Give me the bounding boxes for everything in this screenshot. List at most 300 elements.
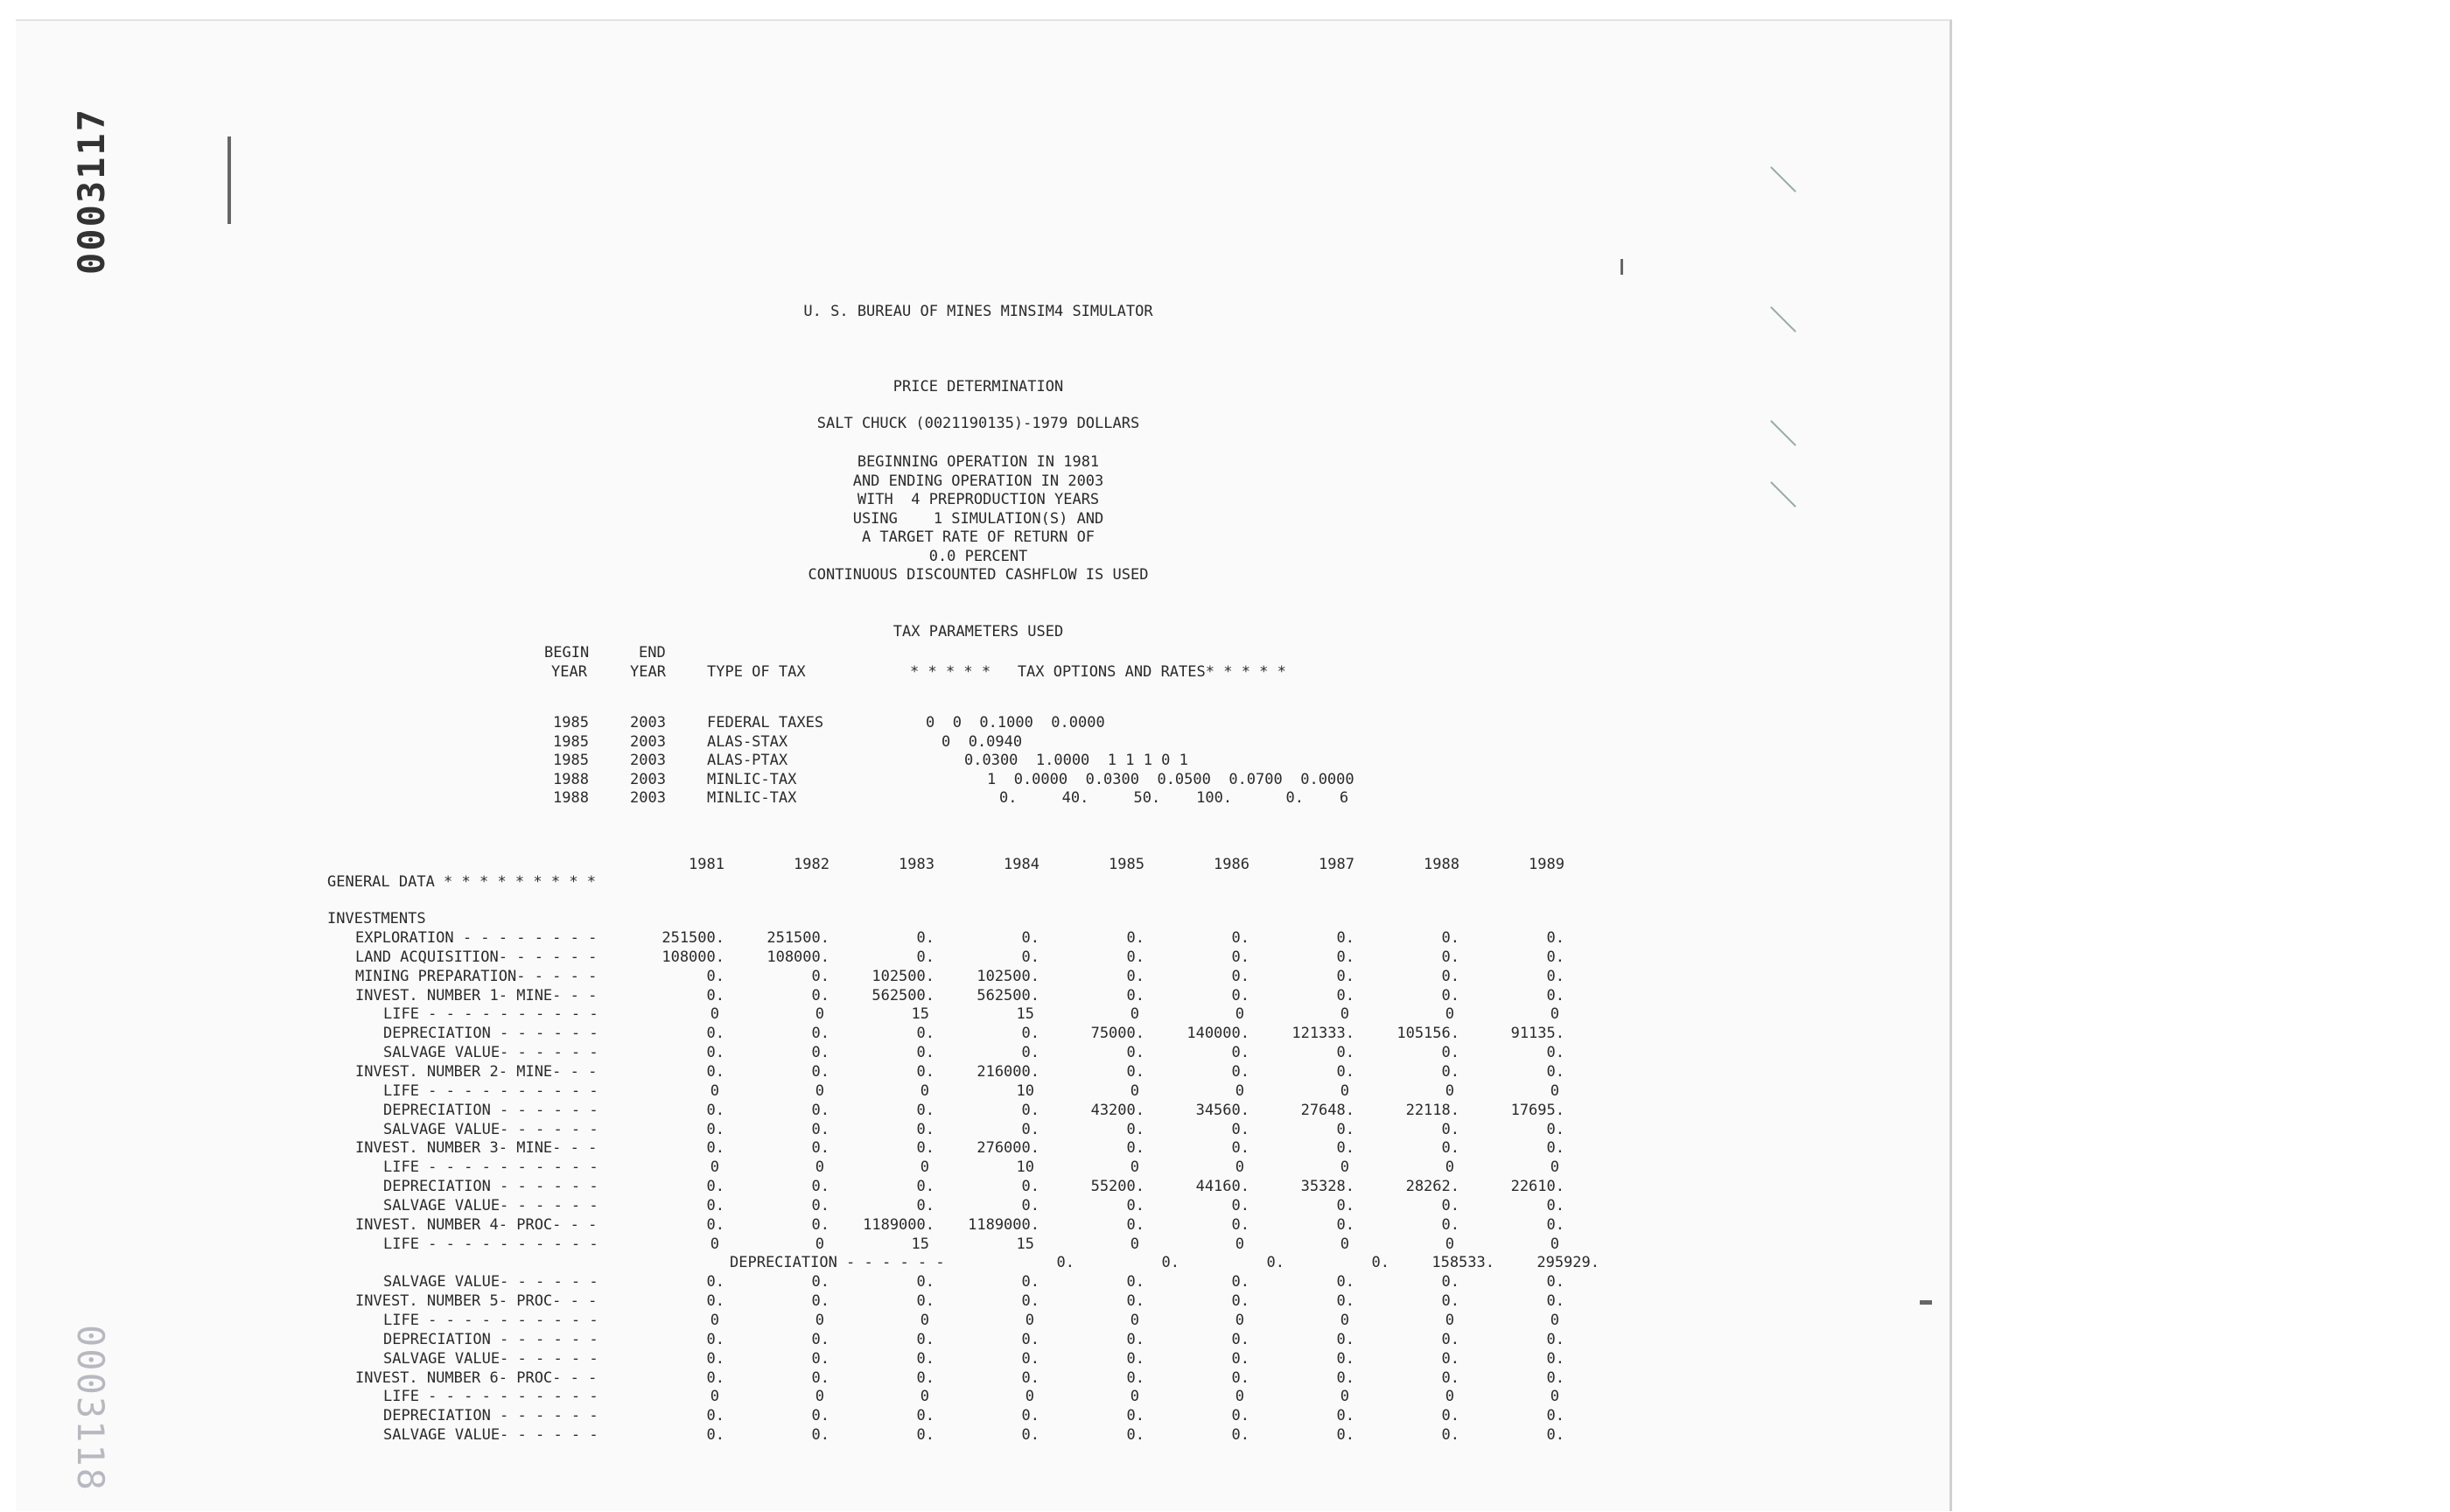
cell: 0: [1340, 1388, 1349, 1406]
tax-begin: 1985: [553, 714, 589, 732]
cell: 0: [1235, 1158, 1244, 1177]
cell: 562500.: [976, 986, 1040, 1004]
col-end-2: YEAR: [630, 663, 666, 681]
cell: 0: [1235, 1312, 1244, 1329]
row-label: SALVAGE VALUE- - - - - -: [383, 1273, 598, 1292]
cell: 0.: [1441, 1120, 1460, 1138]
cell: 0.: [1441, 1062, 1460, 1081]
scan-mark: [1770, 481, 1796, 508]
cell: 0.: [1546, 1407, 1564, 1425]
tax-options: 0.0300 1.0000 1 1 1 0 1: [964, 752, 1188, 769]
cell: 0.: [1546, 1292, 1564, 1311]
cell: 0.: [1126, 1120, 1144, 1138]
cell: 0.: [1126, 1407, 1144, 1425]
cell: 0.: [1231, 1426, 1250, 1445]
cell: 0.: [1336, 1062, 1354, 1081]
cell: 0.: [1021, 1368, 1040, 1387]
cell: 251500.: [766, 929, 830, 947]
cell: 0: [1550, 1158, 1559, 1177]
param-line: CONTINUOUS DISCOUNTED CASHFLOW IS USED: [808, 566, 1149, 584]
cell: 0.: [1441, 1196, 1460, 1214]
cell: 0: [1445, 1388, 1454, 1406]
tax-type: MINLIC-TAX: [707, 770, 797, 788]
row-label: SALVAGE VALUE- - - - - -: [383, 1349, 598, 1368]
general-data-label: GENERAL DATA * * * * * * * * *: [327, 873, 597, 891]
cell: 0: [815, 1082, 824, 1100]
cell: 0.: [1546, 1196, 1564, 1214]
cell: 22610.: [1510, 1178, 1564, 1196]
tax-heading: TAX PARAMETERS USED: [892, 623, 1064, 640]
cell: 0.: [1336, 1330, 1354, 1348]
row-label: DEPRECIATION - - - - - -: [730, 1254, 945, 1272]
cell: 0.: [1021, 1273, 1040, 1292]
tax-options: 1 0.0000 0.0300 0.0500 0.0700 0.0000: [987, 770, 1354, 788]
cell: 0.: [1336, 1215, 1354, 1234]
row-label: INVEST. NUMBER 3- MINE- - -: [355, 1139, 598, 1158]
cell: 0.: [1546, 1120, 1564, 1138]
row-label: DEPRECIATION - - - - - -: [383, 1330, 598, 1348]
cell: 0: [1130, 1235, 1139, 1253]
cell: 0.: [916, 1349, 934, 1368]
cell: 0.: [706, 1407, 724, 1425]
cell: 0.: [1336, 929, 1354, 947]
cell: 0.: [1126, 1426, 1144, 1445]
cell: 0.: [811, 1426, 830, 1445]
cell: 0.: [1126, 948, 1144, 966]
cell: 0.: [916, 1044, 934, 1062]
scan-mark: [1920, 1300, 1932, 1305]
cell: 34560.: [1195, 1101, 1250, 1119]
cell: 0.: [1441, 1215, 1460, 1234]
cell: 0.: [706, 1120, 724, 1138]
cell: 0.: [811, 986, 830, 1004]
cell: 0: [1340, 1082, 1349, 1100]
cell: 0.: [1441, 1139, 1460, 1158]
cell: 0: [920, 1388, 929, 1406]
param-line: BEGINNING OPERATION IN 1981: [857, 453, 1100, 471]
cell: 0.: [1441, 1368, 1460, 1387]
cell: 0.: [1336, 1120, 1354, 1138]
cell: 17695.: [1510, 1101, 1564, 1119]
cell: 0.: [1441, 1044, 1460, 1062]
cell: 0.: [1231, 1368, 1250, 1387]
cell: 0.: [916, 1273, 934, 1292]
tax-type: MINLIC-TAX: [707, 789, 797, 807]
cell: 0.: [1546, 1273, 1564, 1292]
cell: 0.: [1021, 1349, 1040, 1368]
cell: 121333.: [1292, 1025, 1354, 1043]
cell: 0.: [706, 1273, 724, 1292]
cell: 0.: [1126, 1349, 1144, 1368]
row-label: DEPRECIATION - - - - - -: [383, 1025, 598, 1043]
cell: 0.: [706, 1139, 724, 1158]
year-1981: 1981: [689, 856, 724, 873]
cell: 0.: [706, 1330, 724, 1348]
report-title: U. S. BUREAU OF MINES MINSIM4 SIMULATOR: [803, 303, 1153, 320]
cell: 0.: [811, 1330, 830, 1348]
cell: 0.: [1231, 1062, 1250, 1081]
cell: 15: [1016, 1005, 1034, 1024]
investments-label: INVESTMENTS: [327, 910, 426, 928]
cell: 0.: [1021, 1407, 1040, 1425]
tax-begin: 1985: [553, 732, 589, 751]
tax-begin: 1988: [553, 789, 589, 807]
cell: 0.: [916, 1407, 934, 1425]
tax-end: 2003: [630, 752, 666, 769]
cell: 0: [1025, 1312, 1034, 1329]
cell: 0.: [1441, 948, 1460, 966]
cell: 0: [920, 1082, 929, 1100]
tax-options: 0 0 0.1000 0.0000: [926, 714, 1105, 732]
cell: 0.: [1336, 1273, 1354, 1292]
row-label: DEPRECIATION - - - - - -: [383, 1178, 598, 1196]
cell: 0: [1340, 1005, 1349, 1024]
cell: 0.: [1336, 1139, 1354, 1158]
cell: 0: [1445, 1235, 1454, 1253]
cell: 0: [1445, 1158, 1454, 1177]
cell: 0.: [1021, 948, 1040, 966]
cell: 27648.: [1300, 1101, 1354, 1119]
year-1987: 1987: [1319, 856, 1354, 873]
cell: 0.: [1546, 1062, 1564, 1081]
tax-options: 0 0.0940: [942, 732, 1023, 751]
cell: 0.: [1021, 1044, 1040, 1062]
cell: 0.: [916, 1025, 934, 1043]
row-label: INVEST. NUMBER 1- MINE- - -: [355, 986, 598, 1004]
cell: 0.: [811, 1349, 830, 1368]
cell: 0.: [1336, 1368, 1354, 1387]
cell: 0.: [1441, 1426, 1460, 1445]
year-1985: 1985: [1109, 856, 1144, 873]
row-label: LIFE - - - - - - - - - -: [383, 1312, 598, 1329]
cell: 0.: [1371, 1254, 1390, 1272]
cell: 0.: [1231, 967, 1250, 985]
cell: 108000.: [662, 948, 724, 966]
row-label: SALVAGE VALUE- - - - - -: [383, 1044, 598, 1062]
cell: 0.: [1021, 1426, 1040, 1445]
cell: 0: [1445, 1082, 1454, 1100]
cell: 0: [1235, 1082, 1244, 1100]
cell: 1189000.: [968, 1215, 1040, 1234]
cell: 0: [710, 1312, 719, 1329]
cell: 0.: [1056, 1254, 1074, 1272]
row-label: LIFE - - - - - - - - - -: [383, 1235, 598, 1253]
cell: 0: [1340, 1312, 1349, 1329]
tax-type: FEDERAL TAXES: [707, 714, 824, 732]
section-title: PRICE DETERMINATION: [892, 378, 1064, 396]
cell: 0.: [1021, 1330, 1040, 1348]
cell: 0.: [706, 1062, 724, 1081]
param-line: USING 1 SIMULATION(S) AND: [852, 509, 1104, 528]
cell: 0.: [1546, 967, 1564, 985]
year-1988: 1988: [1424, 856, 1460, 873]
cell: 0.: [706, 1349, 724, 1368]
cell: 0.: [1126, 1292, 1144, 1311]
project-title: SALT CHUCK (0021190135)-1979 DOLLARS: [816, 415, 1140, 432]
cell: 0.: [1126, 986, 1144, 1004]
tax-begin: 1988: [553, 770, 589, 788]
row-label: INVEST. NUMBER 5- PROC- - -: [355, 1292, 598, 1311]
cell: 0: [710, 1005, 719, 1024]
cell: 0.: [1161, 1254, 1180, 1272]
cell: 0: [710, 1082, 719, 1100]
cell: 0: [815, 1158, 824, 1177]
row-label: LIFE - - - - - - - - - -: [383, 1005, 598, 1024]
cell: 105156.: [1396, 1025, 1460, 1043]
cell: 0.: [916, 1426, 934, 1445]
cell: 0.: [1441, 929, 1460, 947]
cell: 15: [911, 1235, 929, 1253]
cell: 276000.: [976, 1139, 1040, 1158]
cell: 0.: [1126, 1330, 1144, 1348]
cell: 0.: [916, 1062, 934, 1081]
cell: 0.: [1336, 1426, 1354, 1445]
cell: 0: [1235, 1388, 1244, 1406]
row-label: DEPRECIATION - - - - - -: [383, 1101, 598, 1119]
cell: 0: [1550, 1312, 1559, 1329]
cell: 0.: [1336, 1196, 1354, 1214]
cell: 0: [1340, 1158, 1349, 1177]
cell: 0.: [1126, 1368, 1144, 1387]
row-label: MINING PREPARATION- - - - -: [355, 967, 598, 985]
cell: 0.: [706, 1101, 724, 1119]
cell: 0: [1130, 1082, 1139, 1100]
row-label: DEPRECIATION - - - - - -: [383, 1407, 598, 1425]
cell: 0.: [1336, 948, 1354, 966]
cell: 0.: [1231, 986, 1250, 1004]
cell: 0.: [1441, 1407, 1460, 1425]
cell: 10: [1016, 1158, 1034, 1177]
col-begin-1: BEGIN: [544, 644, 590, 662]
cell: 0.: [1546, 948, 1564, 966]
tax-type: ALAS-PTAX: [707, 752, 788, 769]
cell: 0.: [811, 1062, 830, 1081]
cell: 140000.: [1186, 1025, 1250, 1043]
cell: 0: [1550, 1235, 1559, 1253]
cell: 0.: [1231, 1196, 1250, 1214]
cell: 0: [1130, 1388, 1139, 1406]
year-1989: 1989: [1529, 856, 1564, 873]
cell: 75000.: [1090, 1025, 1144, 1043]
param-line: AND ENDING OPERATION IN 2003: [852, 472, 1104, 490]
cell: 0.: [811, 1292, 830, 1311]
cell: 0.: [1441, 1292, 1460, 1311]
cell: 0.: [1231, 1139, 1250, 1158]
cell: 0.: [1231, 1292, 1250, 1311]
cell: 0.: [1546, 986, 1564, 1004]
scanned-page: [16, 19, 1952, 1511]
cell: 0.: [706, 1292, 724, 1311]
cell: 0: [1130, 1005, 1139, 1024]
row-label: LAND ACQUISITION- - - - - -: [355, 948, 598, 966]
year-1986: 1986: [1214, 856, 1250, 873]
cell: 0: [1445, 1005, 1454, 1024]
cell: 0.: [1126, 929, 1144, 947]
cell: 91135.: [1510, 1025, 1564, 1043]
cell: 0.: [1126, 1139, 1144, 1158]
cell: 0.: [916, 1330, 934, 1348]
cell: 0.: [916, 1139, 934, 1158]
cell: 0: [815, 1312, 824, 1329]
cell: 0.: [1441, 1349, 1460, 1368]
year-1984: 1984: [1004, 856, 1040, 873]
cell: 0.: [916, 1292, 934, 1311]
cell: 0.: [1126, 967, 1144, 985]
cell: 0.: [811, 1139, 830, 1158]
cell: 15: [911, 1005, 929, 1024]
cell: 44160.: [1195, 1178, 1250, 1196]
col-begin-2: YEAR: [551, 663, 587, 681]
cell: 0.: [706, 1368, 724, 1387]
param-line: A TARGET RATE OF RETURN OF: [861, 528, 1096, 546]
cell: 0.: [916, 1178, 934, 1196]
cell: 0: [1130, 1312, 1139, 1329]
tax-end: 2003: [630, 789, 666, 807]
cell: 0.: [916, 1101, 934, 1119]
cell: 0.: [811, 1273, 830, 1292]
cell: 0.: [916, 948, 934, 966]
cell: 35328.: [1300, 1178, 1354, 1196]
cell: 0.: [1021, 1025, 1040, 1043]
cell: 0.: [811, 1407, 830, 1425]
cell: 15: [1016, 1235, 1034, 1253]
cell: 0.: [1546, 1044, 1564, 1062]
cell: 562500.: [872, 986, 934, 1004]
tax-type: ALAS-STAX: [707, 732, 788, 751]
scan-mark: [1770, 420, 1796, 446]
cell: 0.: [811, 1178, 830, 1196]
cell: 0.: [1126, 1062, 1144, 1081]
cell: 0.: [1546, 929, 1564, 947]
cell: 0.: [1231, 1215, 1250, 1234]
row-label: INVEST. NUMBER 6- PROC- - -: [355, 1368, 598, 1387]
tax-end: 2003: [630, 770, 666, 788]
cell: 55200.: [1090, 1178, 1144, 1196]
cell: 1189000.: [863, 1215, 934, 1234]
cell: 0.: [1546, 1139, 1564, 1158]
row-label: SALVAGE VALUE- - - - - -: [383, 1426, 598, 1445]
cell: 0.: [916, 929, 934, 947]
row-label: LIFE - - - - - - - - - -: [383, 1388, 598, 1406]
cell: 0.: [1336, 967, 1354, 985]
cell: 0: [1340, 1235, 1349, 1253]
cell: 0.: [1021, 1196, 1040, 1214]
col-type: TYPE OF TAX: [707, 663, 806, 681]
row-label: SALVAGE VALUE- - - - - -: [383, 1196, 598, 1214]
cell: 0.: [706, 1044, 724, 1062]
row-label: LIFE - - - - - - - - - -: [383, 1158, 598, 1177]
cell: 0: [815, 1235, 824, 1253]
cell: 0: [710, 1235, 719, 1253]
cell: 0.: [1546, 1368, 1564, 1387]
cell: 0.: [811, 1368, 830, 1387]
row-label: INVEST. NUMBER 2- MINE- - -: [355, 1062, 598, 1081]
tax-end: 2003: [630, 732, 666, 751]
cell: 0.: [1441, 1273, 1460, 1292]
row-label: LIFE - - - - - - - - - -: [383, 1082, 598, 1100]
cell: 0: [815, 1005, 824, 1024]
row-label: EXPLORATION - - - - - - - -: [355, 929, 598, 947]
cell: 102500.: [872, 967, 934, 985]
document-id-bottom: 0003118: [69, 1325, 112, 1493]
col-end-1: END: [639, 644, 666, 662]
col-options: * * * * * TAX OPTIONS AND RATES* * * * *: [910, 663, 1286, 681]
cell: 0.: [811, 1044, 830, 1062]
cell: 0.: [706, 986, 724, 1004]
cell: 216000.: [976, 1062, 1040, 1081]
cell: 0.: [1231, 1044, 1250, 1062]
cell: 0.: [1126, 1044, 1144, 1062]
cell: 0.: [811, 967, 830, 985]
param-line: WITH 4 PREPRODUCTION YEARS: [857, 491, 1100, 508]
cell: 0: [815, 1388, 824, 1406]
cell: 0.: [1336, 986, 1354, 1004]
cell: 0.: [811, 1215, 830, 1234]
cell: 10: [1016, 1082, 1034, 1100]
cell: 295929.: [1536, 1254, 1600, 1272]
cell: 0.: [1231, 948, 1250, 966]
scan-mark: [1620, 259, 1623, 275]
cell: 108000.: [766, 948, 830, 966]
cell: 0: [1550, 1005, 1559, 1024]
cell: 0.: [1231, 1349, 1250, 1368]
cell: 0.: [1441, 1330, 1460, 1348]
scan-mark: [228, 136, 231, 224]
scan-mark: [1770, 306, 1796, 332]
cell: 0.: [1126, 1196, 1144, 1214]
cell: 0.: [1231, 1330, 1250, 1348]
cell: 0: [1550, 1082, 1559, 1100]
cell: 0.: [1231, 1120, 1250, 1138]
cell: 0.: [706, 1196, 724, 1214]
cell: 158533.: [1432, 1254, 1494, 1272]
cell: 0: [920, 1312, 929, 1329]
cell: 0.: [1021, 929, 1040, 947]
cell: 0: [1445, 1312, 1454, 1329]
cell: 0.: [916, 1196, 934, 1214]
cell: 0.: [811, 1025, 830, 1043]
cell: 0: [1235, 1235, 1244, 1253]
cell: 0.: [1546, 1426, 1564, 1445]
cell: 0.: [811, 1196, 830, 1214]
cell: 0.: [1336, 1292, 1354, 1311]
cell: 0.: [916, 1120, 934, 1138]
cell: 0.: [706, 1215, 724, 1234]
cell: 0.: [1231, 1407, 1250, 1425]
cell: 0.: [1231, 1273, 1250, 1292]
cell: 0.: [1441, 986, 1460, 1004]
cell: 0.: [1546, 1330, 1564, 1348]
cell: 0.: [1336, 1407, 1354, 1425]
cell: 0.: [706, 1178, 724, 1196]
cell: 0.: [1126, 1273, 1144, 1292]
tax-begin: 1985: [553, 752, 589, 769]
cell: 0.: [916, 1368, 934, 1387]
cell: 0: [1550, 1388, 1559, 1406]
year-1983: 1983: [899, 856, 934, 873]
cell: 0.: [1546, 1215, 1564, 1234]
cell: 28262.: [1405, 1178, 1460, 1196]
row-label: SALVAGE VALUE- - - - - -: [383, 1120, 598, 1138]
cell: 0.: [1021, 1101, 1040, 1119]
cell: 102500.: [976, 967, 1040, 985]
cell: 0: [1025, 1388, 1034, 1406]
cell: 0.: [811, 1120, 830, 1138]
param-line: 0.0 PERCENT: [928, 547, 1028, 565]
cell: 0.: [1231, 929, 1250, 947]
cell: 0: [920, 1158, 929, 1177]
cell: 0.: [1441, 967, 1460, 985]
